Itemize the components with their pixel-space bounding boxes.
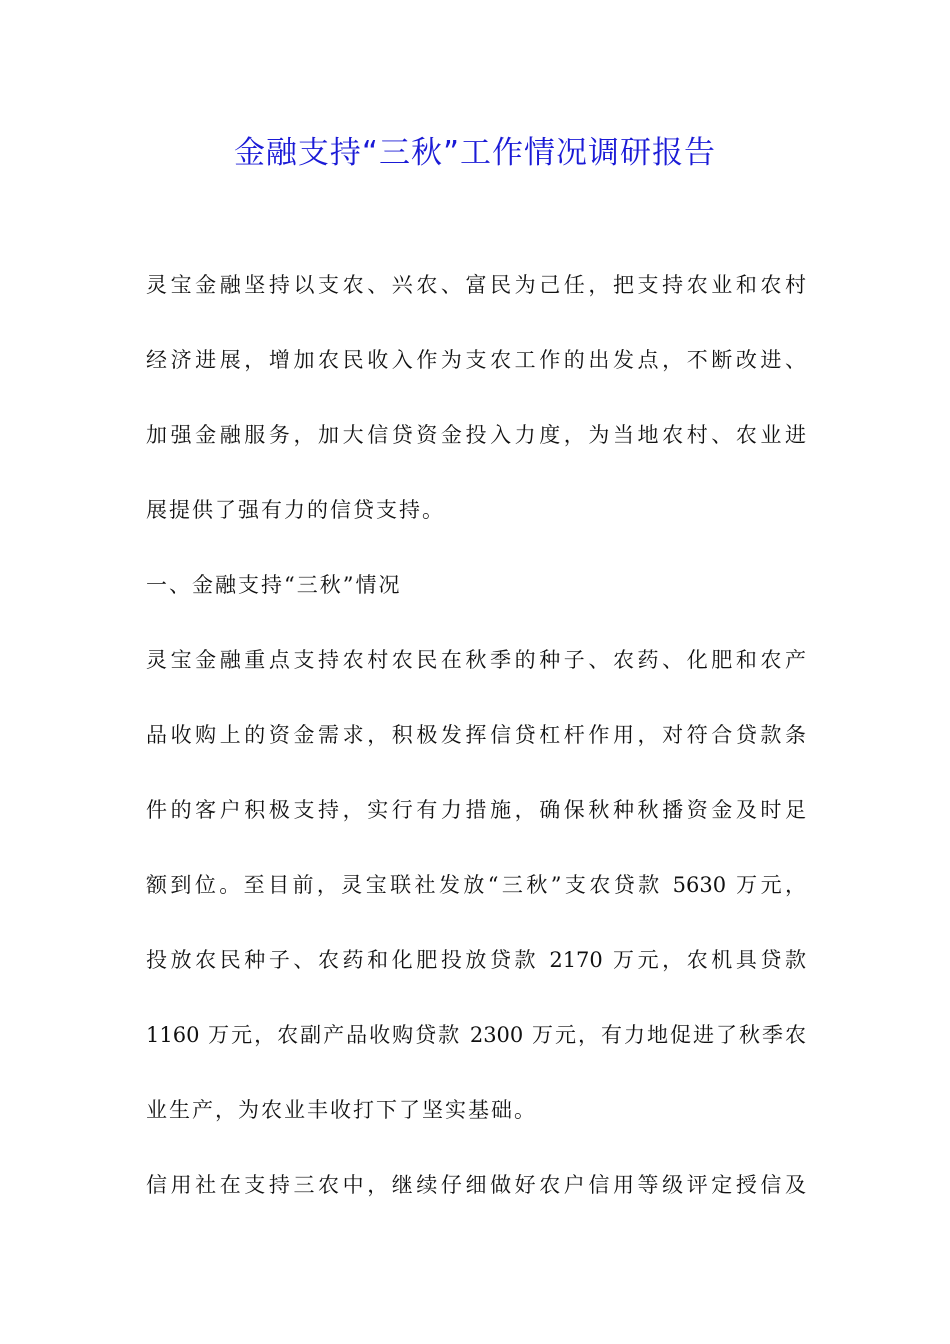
- paragraph-line: 1160 万元，农副产品收购贷款 2300 万元，有力地促进了秋季农: [146, 1023, 806, 1047]
- document-body: [146, 258, 806, 1233]
- document-title: 金融支持“三秋”工作情况调研报告: [233, 135, 717, 171]
- paragraph-line: 投放农民种子、农药和化肥投放贷款 2170 万元，农机具贷款: [146, 948, 806, 972]
- paragraph-line: 加强金融服务，加大信贷资金投入力度，为当地农村、农业进: [146, 423, 806, 447]
- paragraph-line: 品收购上的资金需求，积极发挥信贷杠杆作用，对符合贷款条: [146, 723, 806, 747]
- paragraph-line: 件的客户积极支持，实行有力措施，确保秋种秋播资金及时足: [146, 798, 806, 822]
- paragraph-line: 经济进展，增加农民收入作为支农工作的出发点，不断改进、: [146, 348, 806, 372]
- section-heading: 一、金融支持“三秋”情况: [146, 573, 402, 597]
- paragraph-line: 灵宝金融坚持以支农、兴农、富民为己任，把支持农业和农村: [146, 273, 806, 297]
- paragraph-line: 展提供了强有力的信贷支持。: [146, 498, 445, 522]
- paragraph-line: 灵宝金融重点支持农村农民在秋季的种子、农药、化肥和农产: [146, 648, 806, 672]
- paragraph-line: 信用社在支持三农中，继续仔细做好农户信用等级评定授信及: [146, 1173, 806, 1197]
- paragraph-line: 额到位。至目前，灵宝联社发放“三秋”支农贷款 5630 万元，: [146, 873, 806, 897]
- paragraph-line: 业生产，为农业丰收打下了坚实基础。: [146, 1098, 537, 1122]
